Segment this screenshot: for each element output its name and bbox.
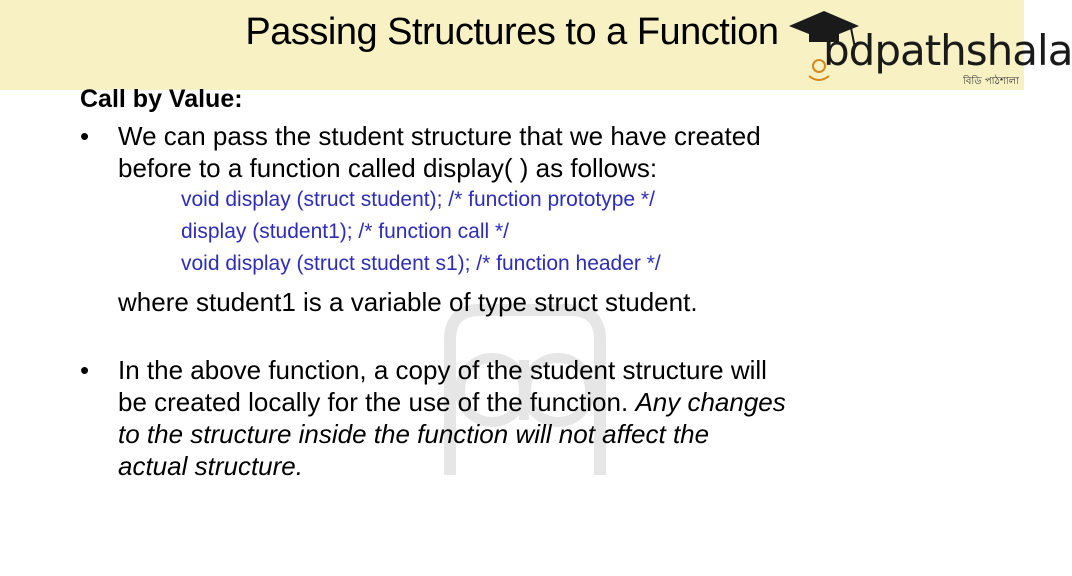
code-line-prototype: void display (struct student); /* function prototype */ <box>181 188 655 211</box>
bdpathshala-logo <box>775 6 1072 90</box>
bullet-item-1 <box>80 120 980 184</box>
bullet-2-line-4 <box>118 450 980 482</box>
bullet-2-line-2-italic: Any changes <box>635 387 786 417</box>
bullet-2-line-1: In the above function, a copy of the student structure will <box>118 355 767 385</box>
section-heading: Call by Value: <box>80 85 243 113</box>
bullet-1-line-1: We can pass the student structure that we have created <box>118 121 761 151</box>
bullet-dot: • <box>80 355 90 385</box>
bullet-2-line-2 <box>118 386 980 418</box>
bullet-dot: • <box>80 121 90 151</box>
slide-title: Passing Structures to a Function <box>245 11 779 53</box>
bullet-1-line-2: before to a function called display( ) as follows: <box>118 153 658 183</box>
bullet-2-line-4-italic: actual structure. <box>118 451 303 481</box>
code-line-header: void display (struct student s1); /* function header */ <box>181 252 661 275</box>
note-line: where student1 is a variable of type struct student. <box>118 287 698 317</box>
slide-body <box>80 84 980 482</box>
logo-subtitle: বিডি পাঠশালা <box>963 76 1020 87</box>
bullet-2-line-3 <box>118 418 980 450</box>
bullet-2-line-3-italic: to the structure inside the function will not affect the <box>118 419 710 449</box>
bullet-2-line-2-plain: be created locally for the use of the function. <box>118 387 636 417</box>
bullet-item-2 <box>80 354 980 482</box>
code-line-call: display (student1); /* function call */ <box>181 220 510 243</box>
logo-brand-text: bdpathshala <box>823 26 1072 75</box>
